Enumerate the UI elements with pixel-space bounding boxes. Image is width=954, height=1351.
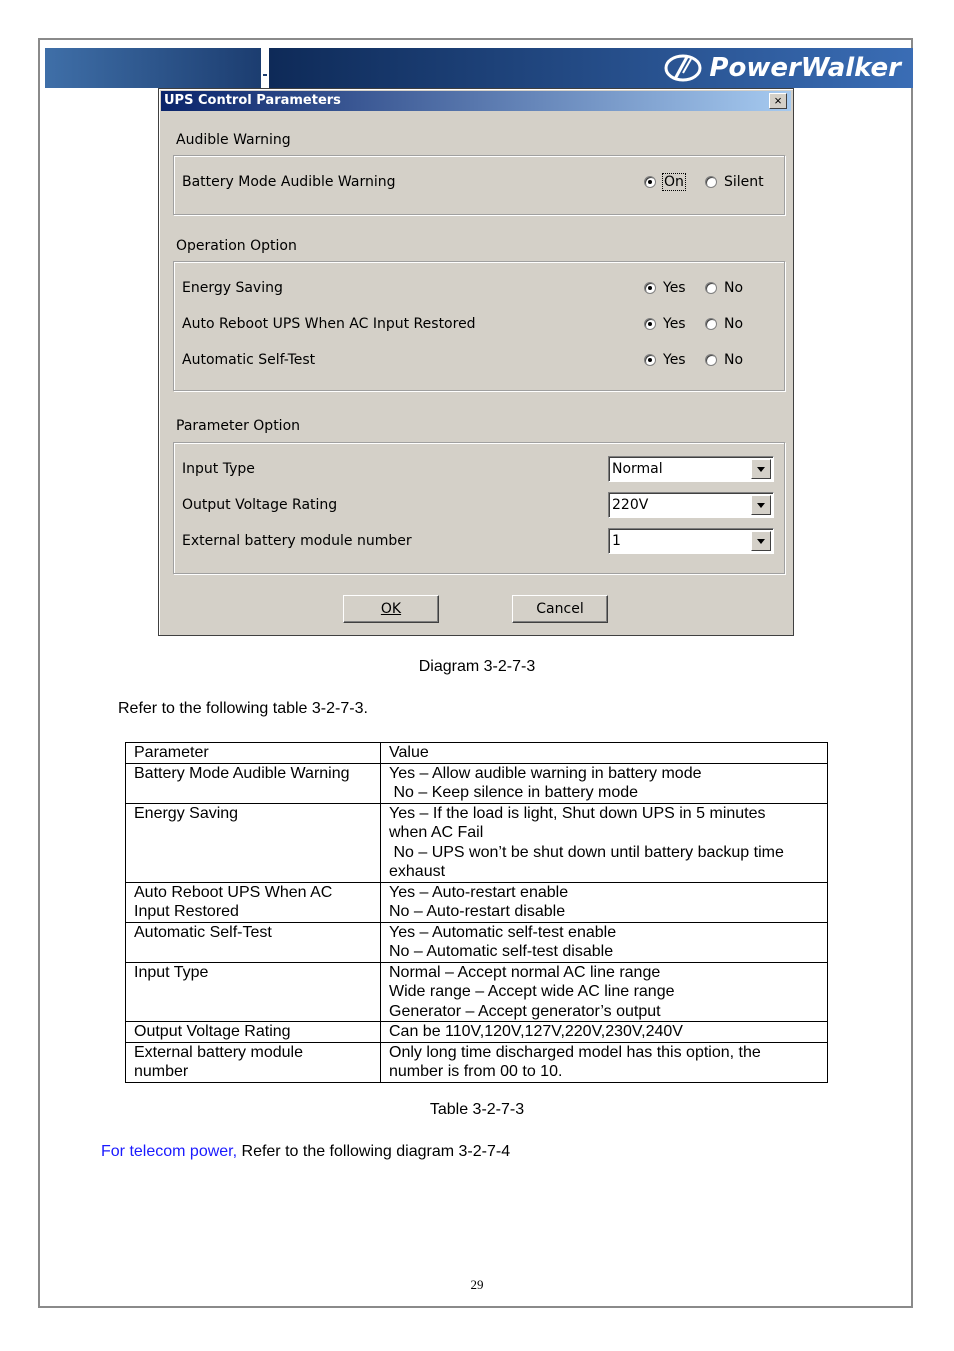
telecom-paragraph — [101, 1143, 510, 1161]
cell-line: Input Restored — [134, 903, 239, 920]
parameter-option-title: Parameter Option — [176, 418, 301, 434]
radio-label: Yes — [663, 352, 686, 368]
cell-line: No – Auto-restart disable — [389, 903, 566, 920]
cell-line: Yes – Auto-restart enable — [389, 883, 569, 901]
automatic-self-test-label: Automatic Self-Test — [182, 352, 316, 368]
output-voltage-rating-label: Output Voltage Rating — [182, 497, 338, 513]
radio-dot-icon — [644, 282, 656, 294]
ok-button[interactable] — [343, 595, 439, 623]
audible-warning-title: Audible Warning — [176, 132, 291, 148]
table-cell-param — [126, 962, 381, 1022]
radio-label: Yes — [663, 280, 686, 296]
radio-audible-silent[interactable] — [705, 174, 764, 190]
cell-line: Auto Reboot UPS When AC — [134, 883, 333, 901]
cell-line: Can be 110V,120V,127V,220V,230V,240V — [389, 1023, 683, 1040]
radio-dot-icon — [705, 176, 717, 188]
logo-text: PowerWalker — [709, 53, 901, 83]
energy-saving-label: Energy Saving — [182, 280, 283, 296]
input-type-label: Input Type — [182, 461, 255, 477]
radio-label: No — [724, 280, 744, 296]
radio-label: Yes — [663, 316, 686, 332]
cell-line: Output Voltage Rating — [134, 1023, 291, 1040]
table-cell-param — [126, 882, 381, 922]
battery-mode-audible-warning-label: Battery Mode Audible Warning — [182, 174, 396, 190]
external-battery-module-label: External battery module number — [182, 533, 412, 549]
chevron-down-icon[interactable] — [751, 459, 771, 479]
table-row — [126, 882, 828, 922]
cell-line: No – Keep silence in battery mode — [389, 784, 639, 801]
radio-energy-saving-no[interactable] — [705, 280, 743, 296]
table-cell-value — [381, 922, 828, 962]
table-cell-value — [381, 1022, 828, 1043]
cell-line: Wide range – Accept wide AC line range — [389, 983, 675, 1000]
external-battery-module-select[interactable] — [608, 528, 774, 554]
cell-line: Normal – Accept normal AC line range — [389, 963, 661, 981]
input-type-select[interactable] — [608, 456, 774, 482]
table-cell-param — [126, 803, 381, 882]
radio-auto-reboot-yes[interactable] — [644, 316, 686, 332]
table-row — [126, 1042, 828, 1082]
table-cell-value — [381, 1042, 828, 1082]
table-header-parameter: Parameter — [126, 743, 381, 764]
table-header-row — [126, 743, 828, 764]
cell-line: Automatic Self-Test — [134, 923, 272, 941]
radio-audible-on-label: On — [664, 174, 684, 190]
cell-line: No – Automatic self-test disable — [389, 943, 614, 960]
page-number: 29 — [470, 1277, 484, 1292]
table-row — [126, 803, 828, 882]
auto-reboot-label: Auto Reboot UPS When AC Input Restored — [182, 316, 476, 332]
table-row — [126, 922, 828, 962]
banner-right-block — [269, 48, 913, 88]
logo-swirl-icon — [663, 53, 703, 83]
radio-label: No — [724, 352, 744, 368]
chevron-down-icon[interactable] — [751, 531, 771, 551]
table-row — [126, 962, 828, 1022]
output-voltage-value: 220V — [612, 497, 649, 513]
dialog-titlebar[interactable] — [161, 91, 791, 111]
parameter-table — [125, 742, 828, 1083]
table-cell-value — [381, 962, 828, 1022]
cell-line: when AC Fail — [389, 824, 484, 841]
table-row — [126, 1022, 828, 1043]
output-voltage-select[interactable] — [608, 492, 774, 518]
cell-line: Yes – Allow audible warning in battery mode — [389, 764, 702, 782]
cell-line: exhaust — [389, 863, 446, 880]
header-banner — [45, 48, 913, 88]
table-cell-value — [381, 803, 828, 882]
cell-line: External battery module — [134, 1043, 303, 1061]
table-header-value: Value — [381, 743, 828, 764]
close-button[interactable]: × — [769, 93, 787, 109]
table-cell-param — [126, 1042, 381, 1082]
table-cell-value — [381, 763, 828, 803]
input-type-value: Normal — [612, 461, 663, 477]
table-cell-param — [126, 763, 381, 803]
radio-dot-icon — [705, 354, 717, 366]
radio-label: No — [724, 316, 744, 332]
table-cell-param — [126, 922, 381, 962]
telecom-prefix: For telecom power, — [101, 1143, 238, 1160]
dialog-title: UPS Control Parameters — [164, 93, 341, 108]
radio-dot-icon — [705, 282, 717, 294]
cell-line: Battery Mode Audible Warning — [134, 764, 350, 782]
ups-control-parameters-dialog — [158, 88, 794, 636]
banner-gap — [261, 48, 269, 88]
cell-line: Only long time discharged model has this option, the — [389, 1043, 761, 1061]
cancel-button[interactable] — [512, 595, 608, 623]
banner-left-block — [45, 48, 261, 88]
table-cell-value — [381, 882, 828, 922]
radio-self-test-no[interactable] — [705, 352, 743, 368]
radio-dot-icon — [705, 318, 717, 330]
radio-audible-on[interactable] — [644, 174, 685, 190]
external-battery-module-value: 1 — [612, 533, 621, 549]
brand-logo — [663, 51, 901, 85]
diagram-caption: Diagram 3-2-7-3 — [418, 658, 536, 675]
ok-button-label: OK — [380, 601, 402, 617]
radio-dot-icon — [644, 318, 656, 330]
operation-option-title: Operation Option — [176, 238, 297, 254]
radio-energy-saving-yes[interactable] — [644, 280, 686, 296]
radio-audible-silent-label: Silent — [724, 174, 764, 190]
radio-dot-icon — [644, 354, 656, 366]
table-row — [126, 763, 828, 803]
cell-line: Generator – Accept generator’s output — [389, 1002, 661, 1020]
audible-warning-group — [173, 155, 785, 215]
cell-line: Input Type — [134, 963, 209, 981]
table-caption: Table 3-2-7-3 — [429, 1101, 525, 1118]
radio-auto-reboot-no[interactable] — [705, 316, 743, 332]
parameter-option-group — [173, 442, 785, 574]
cell-line: number — [134, 1063, 189, 1080]
chevron-down-icon[interactable] — [751, 495, 771, 515]
cell-line: number is from 00 to 10. — [389, 1063, 563, 1080]
cancel-button-label: Cancel — [536, 601, 584, 617]
cell-line: No – UPS won’t be shut down until battery backup time — [389, 843, 784, 861]
radio-self-test-yes[interactable] — [644, 352, 686, 368]
cell-line: Yes – Automatic self-test enable — [389, 923, 617, 941]
operation-option-group — [173, 261, 785, 391]
telecom-rest: Refer to the following diagram 3-2-7-4 — [237, 1143, 511, 1160]
refer-text: Refer to the following table 3-2-7-3. — [118, 700, 368, 717]
table-cell-param — [126, 1022, 381, 1043]
cell-line: Yes – If the load is light, Shut down UPS in 5 minutes — [389, 804, 766, 822]
radio-dot-icon — [644, 176, 656, 188]
cell-line: Energy Saving — [134, 804, 239, 822]
